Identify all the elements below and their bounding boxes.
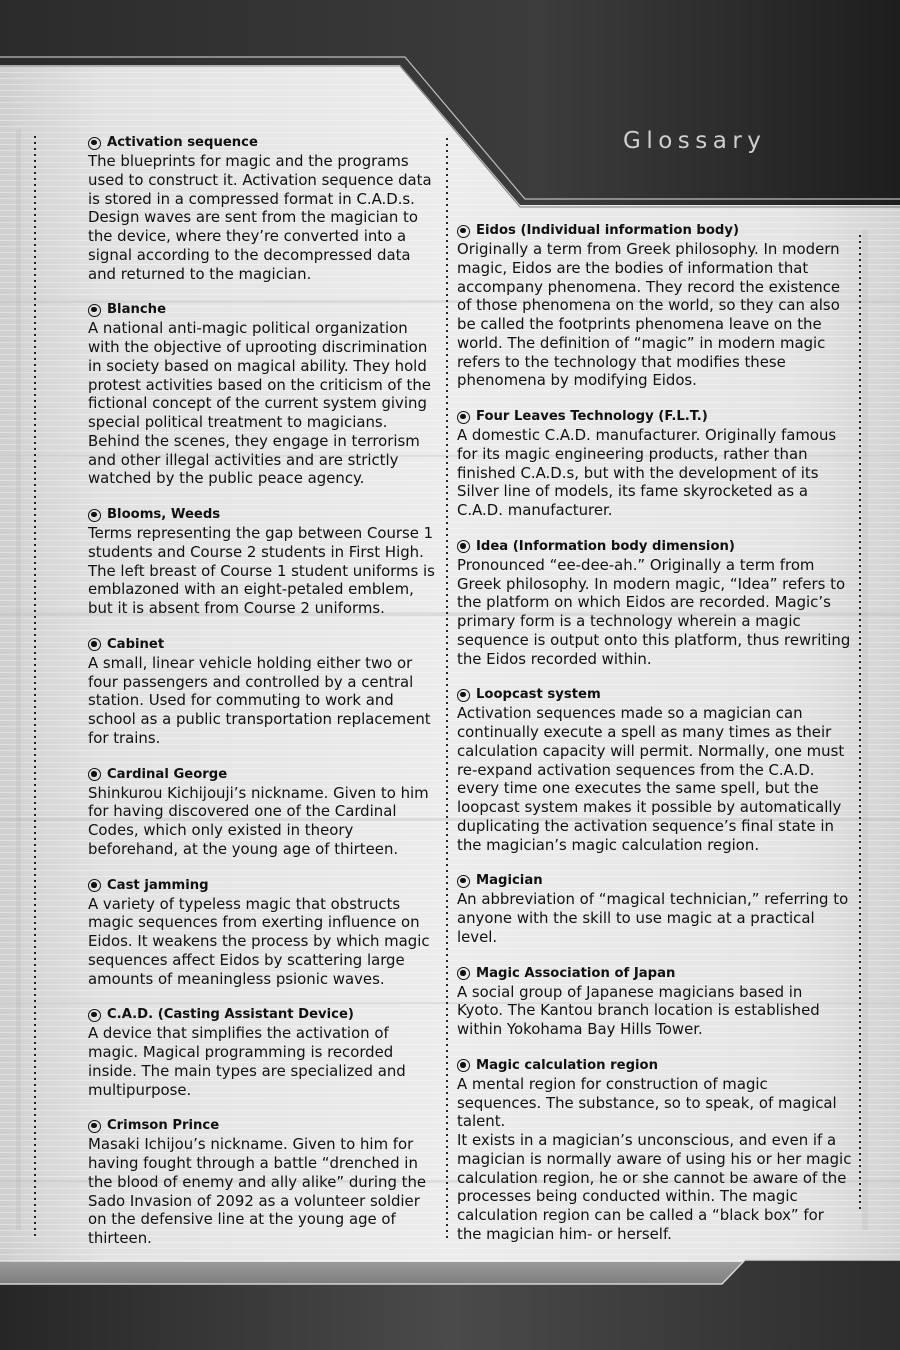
- page-title: Glossary: [623, 128, 767, 154]
- glossary-term: Magician: [476, 873, 543, 889]
- bullet-icon: [88, 509, 101, 522]
- definition-paragraph: A national anti-magic political organization with the objective of uprooting discrimination in society based on magical ability. They hold protest activities based on the criticism of the fictional concept of the current system giving special political treatment to magicians. Behind the scenes, they engage in terrorism and other illegal activities and are strictly watched by the public peace agency.: [88, 319, 431, 488]
- definition-paragraph: Pronounced “ee-dee-ah.” Originally a term from Greek philosophy. In modern magic, “Idea” refers to the platform on which Eidos are recorded. Magic’s primary form is a technology wherein a magic sequence is output onto this platform, thus rewriting the Eidos recorded within.: [457, 555, 851, 668]
- glossary-term: Eidos (Individual information body): [476, 223, 739, 238]
- bullet-icon: [457, 540, 470, 553]
- bullet-icon: [457, 1059, 470, 1072]
- glossary-entry: [457, 686, 853, 854]
- bullet-icon: [88, 879, 101, 892]
- glossary-term: Magic Association of Japan: [476, 965, 676, 981]
- glossary-entry: [88, 301, 440, 488]
- glossary-entry: [88, 1117, 440, 1248]
- definition-paragraph: The blueprints for magic and the programs used to construct it. Activation sequence data is stored in a compressed format in C.A.D.s. Design waves are sent from the magician to the device, where they’re converted into a signal according to the decompressed data and returned to the magician.: [88, 152, 432, 283]
- glossary-entry: [457, 965, 853, 1039]
- bullet-icon: [88, 768, 101, 781]
- glossary-definition: [457, 1075, 853, 1244]
- glossary-definition: [88, 319, 440, 488]
- glossary-term-heading: [88, 766, 440, 784]
- glossary-term: Crimson Prince: [107, 1118, 220, 1134]
- glossary-term-heading: [457, 222, 853, 240]
- glossary-term: C.A.D. (Casting Assistant Device): [107, 1007, 354, 1023]
- glossary-term: Magic calculation region: [476, 1057, 658, 1073]
- glossary-term: Cabinet: [107, 636, 165, 652]
- glossary-term-heading: [88, 301, 440, 319]
- glossary-entry: [457, 872, 853, 946]
- definition-paragraph: A mental region for construction of magic sequences. The substance, so to speak, of magical talent.: [457, 1074, 837, 1131]
- bullet-icon: [88, 1009, 101, 1022]
- bullet-icon: [88, 1120, 101, 1133]
- glossary-entry: [88, 636, 440, 748]
- glossary-definition: [457, 983, 853, 1039]
- glossary-term: Blanche: [107, 302, 167, 318]
- glossary-definition: [88, 784, 440, 859]
- glossary-term: Cardinal George: [107, 766, 228, 782]
- glossary-entry: [457, 1057, 853, 1244]
- glossary-entry: [457, 222, 853, 390]
- glossary-entry: [88, 877, 440, 989]
- definition-paragraph: A domestic C.A.D. manufacturer. Originally famous for its magic engineering products, rather than finished C.A.D.s, but with the development of its Silver line of models, its fame skyrocketed as a C.A.D. manufacturer.: [457, 426, 837, 519]
- glossary-entry: [88, 506, 440, 618]
- glossary-definition: [457, 890, 853, 946]
- definition-paragraph: A social group of Japanese magicians based in Kyoto. The Kantou branch location is established within Yokohama Bay Hills Tower.: [457, 982, 820, 1038]
- glossary-term: Activation sequence: [107, 135, 258, 150]
- glossary-term-heading: [88, 1117, 440, 1135]
- glossary-definition: [457, 704, 853, 854]
- glossary-definition: [88, 524, 440, 618]
- glossary-column-left: [88, 134, 440, 1266]
- definition-paragraph: A variety of typeless magic that obstructs magic sequences from exerting influence on Eidos. It weakens the process by which magic sequences affect Eidos by scattering large amounts of meaningless psionic waves.: [88, 894, 430, 988]
- glossary-term-heading: [88, 506, 440, 524]
- glossary-term-heading: [88, 134, 440, 152]
- glossary-entry: [457, 538, 853, 669]
- glossary-term-heading: [457, 872, 853, 890]
- glossary-definition: [88, 654, 440, 748]
- glossary-term: Four Leaves Technology (F.L.T.): [476, 409, 708, 424]
- glossary-definition: [88, 1135, 440, 1248]
- glossary-column-right: [457, 222, 853, 1262]
- definition-paragraph: An abbreviation of “magical technician,” referring to anyone with the skill to use magic at a practical level.: [457, 890, 849, 946]
- bullet-icon: [457, 225, 470, 238]
- bullet-icon: [88, 137, 101, 150]
- glossary-entry: [457, 408, 853, 520]
- bullet-icon: [88, 304, 101, 317]
- glossary-definition: [88, 895, 440, 989]
- definition-paragraph: Originally a term from Greek philosophy. In modern magic, Eidos are the bodies of information that accompany phenomena. They record the existence of those phenomena on the world, so they can also be called the footprints phenomena leave on the world. The definition of “magic” in modern magic refers to the technology that modifies these phenomena by modifying Eidos.: [457, 240, 841, 390]
- bullet-icon: [457, 967, 470, 980]
- definition-paragraph: A device that simplifies the activation of magic. Magical programming is recorded inside. The main types are specialized and multipurpose.: [88, 1024, 406, 1099]
- glossary-term: Loopcast system: [476, 687, 601, 703]
- definition-paragraph: Masaki Ichijou’s nickname. Given to him for having fought through a battle “drenched in the blood of enemy and ally alike” during the Sado Invasion of 2092 as a volunteer soldier on the defensive line at the young age of thirteen.: [88, 1135, 427, 1247]
- glossary-definition: [457, 426, 853, 520]
- glossary-entry: [88, 134, 440, 283]
- glossary-definition: [88, 152, 440, 283]
- bullet-icon: [457, 689, 470, 702]
- glossary-definition: [457, 556, 853, 669]
- glossary-definition: [457, 240, 853, 390]
- glossary-term-heading: [88, 636, 440, 654]
- definition-paragraph: A small, linear vehicle holding either two or four passengers and controlled by a central station. Used for commuting to work and school as a public transportation replacement for trains.: [88, 653, 431, 747]
- glossary-term: Cast jamming: [107, 877, 209, 893]
- glossary-entry: [88, 1006, 440, 1099]
- bullet-icon: [457, 875, 470, 888]
- glossary-term: Blooms, Weeds: [107, 507, 221, 522]
- definition-paragraph: It exists in a magician’s unconscious, and even if a magician is normally aware of using his or her magic calculation region, he or she cannot be aware of the processes being conducted within. The magic calculation region can be called a “black box” for the magician him- or herself.: [457, 1131, 852, 1243]
- bullet-icon: [88, 638, 101, 651]
- definition-paragraph: Activation sequences made so a magician can continually execute a spell as many times as their calculation capacity will permit. Normally, one must re-expand activation sequences from the C.A.D. every time one executes the same spell, but the loopcast system makes it possible by automatically duplicating the activation sequence’s final state in the magician’s magic calculation region.: [457, 704, 845, 854]
- glossary-term-heading: [88, 877, 440, 895]
- bullet-icon: [457, 411, 470, 424]
- glossary-term-heading: [457, 1057, 853, 1075]
- glossary-term-heading: [88, 1006, 440, 1024]
- glossary-term: Idea (Information body dimension): [476, 538, 735, 554]
- glossary-term-heading: [457, 538, 853, 556]
- glossary-term-heading: [457, 965, 853, 983]
- glossary-definition: [88, 1024, 440, 1099]
- definition-paragraph: Shinkurou Kichijouji’s nickname. Given to him for having discovered one of the Cardinal Codes, which only existed in theory beforehand, at the young age of thirteen.: [88, 783, 429, 858]
- glossary-term-heading: [457, 408, 853, 426]
- glossary-term-heading: [457, 686, 853, 704]
- definition-paragraph: Terms representing the gap between Course 1 students and Course 2 students in First High. The left breast of Course 1 student uniforms is emblazoned with an eight-petaled emblem, but it is absent from Course 2 uniforms.: [88, 524, 435, 617]
- glossary-entry: [88, 766, 440, 859]
